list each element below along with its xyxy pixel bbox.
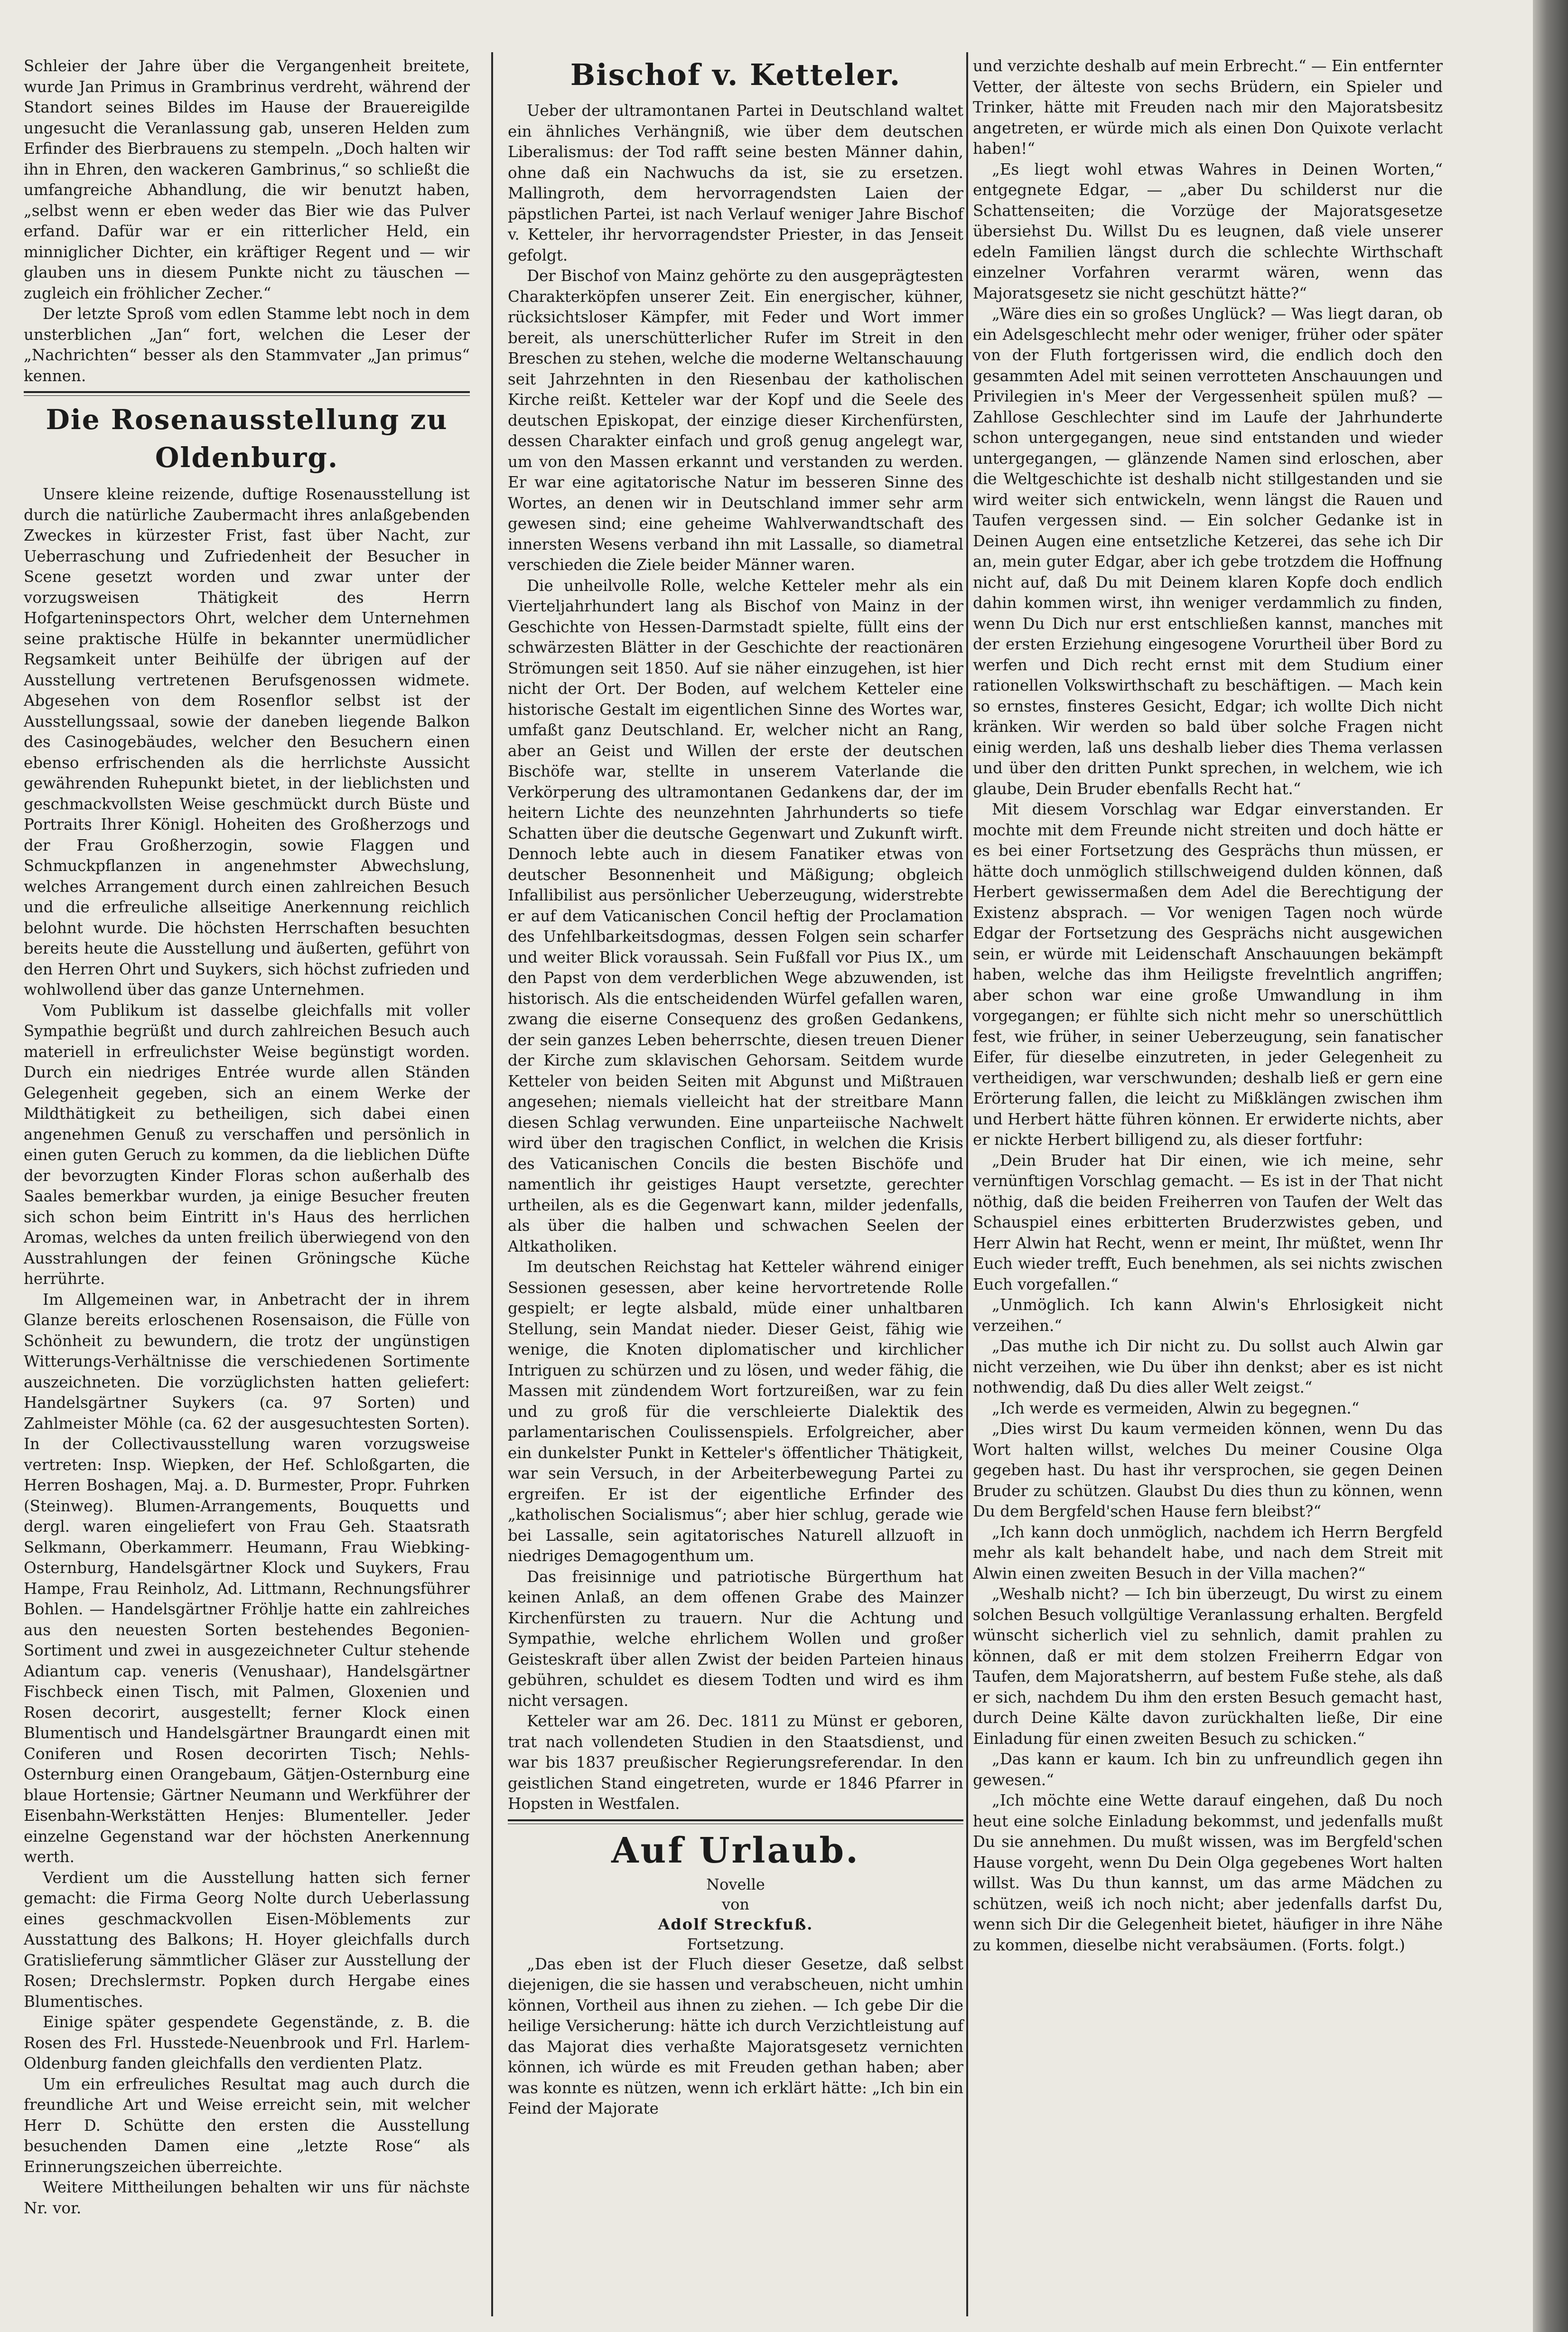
paragraph: Vom Publikum ist dasselbe gleichfalls mit voller Sympathie begrüßt und durch zahlreichen Besuch auch materiell in erfreulichster Weise begünstigt worden. Durch ein niedriges Entrée wurde allen Ständen Gelegenheit gegeben, sich an einem Werke der Mildthätigkeit zu betheiligen, sich dabei einen angenehmen Genuß zu verschaffen und persönlich in einen guten Geruch zu kommen, da die lieblichen Düfte der bevorzugten Kinder Floras schon außerhalb des Saales bemerkbar wurden, ja einige Besucher freuten sich schon beim Eintritt in's Haus des herrlichen Aromas, welches da unten freilich überwiegend von den Ausstrahlungen der feinen Gröningsche Küche herrührte. (24, 1001, 470, 1288)
paragraph: „Dein Bruder hat Dir einen, wie ich meine, sehr vernünftigen Vorschlag gemacht. — Es ist in der That nicht nöthig, daß die beiden Freiherren von Taufen der Welt das Schauspiel eines erbitterten Bruderzwistes geben, und Herr Alwin hat Recht, wenn er meint, Ihr müßtet, wenn Ihr Euch wieder trefft, Euch benehmen, als sei nichts zwischen Euch vorgefallen.“ (973, 1151, 1443, 1293)
story-byline-von: von (722, 1895, 749, 1913)
paragraph: Im Allgemeinen war, in Anbetracht der in ihrem Glanze bereits erloschenen Rosensaison, die Fülle von Schönheit zu bewundern, die trotz der ungünstigen Witterungs-Verhältnisse die verschiedenen Sortimente auszeichneten. Die vorzüglichsten hatten geliefert: Handelsgärtner Suykers (ca. 97 Sorten) und Zahlmeister Möhle (ca. 62 der ausgesuchtesten Sorten). In der Collectivausstellung waren vorzugsweise vertreten: Insp. Wiepken, der Hef. Schloßgarten, die Herren Boshagen, Maj. a. D. Burmester, Propr. Fuhrken (Steinweg). Blumen-Arrangements, Bouquetts und dergl. waren eingeliefert von Frau Geh. Staatsrath Selkmann, Oberkammerr. Heumann, Frau Wiebking-Osternburg, Handelsgärtner Klock und Suykers, Frau Hampe, Frau Reinholz, Ad. Littmann, Rechnungsführer Bohlen. — Handelsgärtner Fröhlje hatte ein zahlreiches aus den neuesten Sorten bestehendes Begonien-Sortiment und zwei in ausgezeichneter Cultur stehende Adiantum cap. veneris (Venushaar), Handelsgärtner Fischbeck einen Tisch, mit Palmen, Gloxenien und Rosen decorirt, ausgestellt; ferner Klock einen Blumentisch und Handelsgärtner Braungardt einen mit Coniferen und Rosen decorirten Tisch; Nehls-Osternburg einen Orangebaum, Gätjen-Osternburg eine blaue Hortensie; Gärtner Neumann und Werkführer der Eisenbahn-Werkstätten Henjes: Blumenteller. Jeder einzelne Gegenstand war der höchsten Anerkennung werth. (24, 1290, 470, 1866)
paragraph: „Ich möchte eine Wette darauf eingehen, daß Du noch heut eine solche Einladung bekommst, und jedenfalls mußt Du sie annehmen. Du mußt wissen, was im Bergfeld'schen Hause vorgeht, wenn Du Dein Olga gegebenes Wort halten willst. Was Du thun kannst, um das arme Mädchen zu schützen, weiß ich noch nicht; aber jedenfalls darfst Du, wenn sich Dir die Gelegenheit bietet, häufiger in ihre Nähe zu kommen, dieselbe nicht verabsäumen. (Forts. folgt.) (973, 1791, 1443, 1954)
article-title-rose-exhibition: Die Rosenausstellung zu Oldenburg. (46, 403, 448, 474)
column-rule (491, 52, 493, 2316)
paragraph: „Weshalb nicht? — Ich bin überzeugt, Du wirst zu einem solchen Besuch vollgültige Veranlassung erhalten. Bergfeld wünscht sicherlich viel zu sehnlich, damit prahlen zu können, daß er mit dem stolzen Freiherrn Edgar von Taufen, dem Majoratsherrn, auf bestem Fuße stehe, als daß er sich, nachdem Du ihm den ersten Besuch gemacht hast, durch Deine Kälte davon zurückhalten ließe, Dir eine Einladung für einen zweiten Besuch zu schicken.“ (973, 1585, 1443, 1748)
paragraph: „Es liegt wohl etwas Wahres in Deinen Worten,“ entgegnete Edgar, — „aber Du schilderst nur die Schattenseiten; die Vorzüge der Majoratsgesetze übersiehst Du. Willst Du es leugnen, daß viele unserer edeln Familien längst durch die schlechte Wirthschaft einzelner Vorfahren verarmt wären, wenn das Majoratsgesetz sie nicht geschützt hätte?“ (973, 160, 1443, 302)
paragraph: Um ein erfreuliches Resultat mag auch durch die freundliche Art und Weise erreicht sein, mit welcher Herr D. Schütte den ersten die Ausstellung besuchenden Damen eine „letzte Rose“ als Erinnerungszeichen überreichte. (24, 2075, 470, 2176)
paragraph: „Das muthe ich Dir nicht zu. Du sollst auch Alwin gar nicht verzeihen, wie Du über ihn denkst; aber es ist nicht nothwendig, daß Du dies aller Welt zeigst.“ (973, 1337, 1443, 1396)
paragraph: „Das kann er kaum. Ich bin zu unfreundlich gegen ihn gewesen.“ (973, 1750, 1443, 1789)
paragraph: Im deutschen Reichstag hat Ketteler während einiger Sessionen gesessen, aber keine hervortretende Rolle gespielt; er legte alsbald, müde einer unhaltbaren Stellung, sein Mandat nieder. Dieser Geist, fähig wie wenige, die Knoten diplomatischer und kirchlicher Intriguen zu schürzen und zu lösen, und weder fähig, die Massen mit zündendem Wort fortzureißen, war zu fein und zu groß für die verschleierte Dialektik des parlamentarischen Coulissenspiels. Erfolgreicher, aber ein dunkelster Punkt in Ketteler's öffentlicher Thätigkeit, war sein Versuch, in der Arbeiterbewegung Partei zu ergreifen. Er ist der eigentliche Erfinder des „katholischen Socialismus“; aber hier schlug, gerade wie bei Lassalle, sein agitatorisches Naturell allzuoft in niedriges Demagogenthum um. (508, 1258, 963, 1565)
story-title: Auf Urlaub. (611, 1830, 860, 1871)
column-left (24, 56, 470, 2219)
paragraph: Unsere kleine reizende, duftige Rosenausstellung ist durch die natürliche Zaubermacht ihres anlaßgebenden Zweckes in kürzester Frist, fast über Nacht, zur Ueberraschung und Zufriedenheit der Besucher in Scene gesetzt worden und zwar unter der vorzugsweisen Thätigkeit des Herrn Hofgarteninspectors Ohrt, welcher dem Unternehmen seine praktische Hülfe in bekannter unermüdlicher Regsamkeit unter Beihülfe der übrigen auf der Ausstellung vertretenen Berufsgenossen widmete. Abgesehen von dem Rosenflor selbst ist der Ausstellungssaal, sowie der daneben liegende Balkon des Casinogebäudes, welcher den Besuchern einen ebenso erfrischenden als die herrlichste Aussicht gewährenden Ruhepunkt bietet, in der lieblichsten und geschmackvollsten Weise geschmückt durch Büste und Portraits Ihrer Königl. Hoheiten des Großherzogs und der Frau Großherzogin, sowie Flaggen und Schmuckpflanzen in angenehmster Abwechslung, welches Arrangement durch einen zahlreichen Besuch und die erfreuliche allseitige Anerkennung reichlich belohnt wurde. Die höchsten Herrschaften besuchten bereits heute die Ausstellung und äußerten, geführt von den Herren Ohrt und Suykers, sich höchst zufrieden und wohlwollend über das ganze Unternehmen. (24, 485, 470, 999)
paragraph: Mit diesem Vorschlag war Edgar einverstanden. Er mochte mit dem Freunde nicht streiten und doch hätte er es bei einer Fortsetzung des Gesprächs thun müssen, er hätte doch unmöglich stillschweigend dulden können, daß Herbert gewissermaßen dem Adel die Berechtigung der Existenz absprach. — Vor wenigen Tagen noch würde Edgar der Fortsetzung des Gesprächs nicht ausgewichen sein, er würde mit Leidenschaft Anschauungen bekämpft haben, welche das ihm Heiligste frevelntlich angriffen; aber schon war eine große Umwandlung in ihm vorgegangen; er fühlte sich nicht mehr so unerschüttlich fest, wie früher, in seiner Ueberzeugung, sein fanatischer Eifer, für dieselbe einzutreten, in jeder Gelegenheit zu vertheidigen, war verschwunden; deshalb ließ er gern eine Erörterung fallen, die leicht zu Mißklängen zwischen ihm und Herbert hätte führen können. Er erwiderte nichts, aber er nickte Herbert billigend zu, als dieser fortfuhr: (973, 800, 1443, 1149)
story-genre: Novelle (706, 1875, 765, 1893)
paragraph: Das freisinnige und patriotische Bürgerthum hat keinen Anlaß, an dem offenen Grabe des Mainzer Kirchenfürsten zu trauern. Nur die Achtung und Sympathie, welche ehrlichem Wollen und großer Geisteskraft über allen Zwist der beiden Parteien hinaus gebühren, schuldet es diesem Todten und wird es ihm nicht versagen. (508, 1567, 963, 1710)
column-middle (508, 56, 963, 2119)
section-divider (508, 1819, 963, 1824)
story-author: Adolf Streckfuß. (658, 1915, 813, 1933)
paragraph: „Wäre dies ein so großes Unglück? — Was liegt daran, ob ein Adelsgeschlecht mehr oder weniger, früher oder später von der Fluth fortgerissen wird, die endlich doch den gesammten Adel mit seinen verrotteten Anschauungen und Privilegien in's Meer der Vergessenheit spülen muß? — Zahllose Geschlechter sind im Laufe der Jahrhunderte schon untergegangen, neue sind entstanden und wieder untergegangen, — glänzende Namen sind erloschen, aber die Weltgeschichte ist deshalb nicht stillgestanden und sie wird weiter sich entwickeln, wenn längst die Rauen und Taufen vergessen sind. — Ein solcher Gedanke ist in Deinen Augen eine entsetzliche Ketzerei, das sehe ich Dir an, mein guter Edgar, aber ich gebe trotzdem die Hoffnung nicht auf, daß Du mit Deinem klaren Kopfe doch endlich dahin kommen wirst, ihn weniger verdammlich zu finden, wenn Du Dich nur erst entschließen kannst, manches mit der ersten Erziehung eingesogene Vorurtheil über Bord zu werfen und Dich recht ernst mit dem Studium einer rationellen Volkswirthschaft zu beschäftigen. — Mach kein so ernstes, finsteres Gesicht, Edgar; ich wollte Dich nicht kränken. Wir werden so bald über solche Fragen nicht einig werden, laß uns deshalb lieber dies Thema verlassen und über den dritten Punkt sprechen, in welchem, wie ich glaube, Dein Bruder ebenfalls Recht hat.“ (973, 305, 1443, 798)
paragraph: Schleier der Jahre über die Vergangenheit breitete, wurde Jan Primus in Grambrinus verdreht, während der Standort seines Bildes im Hause der Brauereigilde ungesucht die Veranlassung gab, unseren Helden zum Erfinder des Bierbrauens zu stempeln. „Doch halten wir ihn in Ehren, den wackeren Gambrinus,“ so schließt die umfangreiche Abhandlung, die wir benutzt haben, „selbst wenn er eben weder das Bier wie das Pulver erfand. Dafür war er ein ritterlicher Held, ein minniglicher Dichter, ein kräftiger Regent und — wir glauben uns in diesem Punkte nicht zu täuschen — zugleich ein fröhlicher Zecher.“ (24, 57, 470, 302)
paragraph: Der Bischof von Mainz gehörte zu den ausgeprägtesten Charakterköpfen unserer Zeit. Ein energischer, kühner, rücksichtsloser Kämpfer, mit Feder und Wort immer bereit, als unerschütterlicher Rufer im Streit in den Breschen zu stehen, welche die moderne Weltanschauung seit Jahrzehnten in den Riesenbau der katholischen Kirche reißt. Ketteler war der Kopf und die Seele des deutschen Episkopat, der einzige dieser Kirchenfürsten, dessen Charakter einfach und groß genug angelegt war, um von den Massen erkannt und verstanden zu werden. Er war eine agitatorische Natur im besseren Sinne des Wortes, an denen wir in Deutschland immer sehr arm gewesen sind; eine geheime Wahlverwandtschaft des innersten Wesens verband ihn mit Lassalle, so diametral verschieden die Ziele beider Männer waren. (508, 267, 963, 574)
paragraph: Ketteler war am 26. Dec. 1811 zu Münst er geboren, trat nach vollendeten Studien in den Staatsdienst, und war bis 1837 preußischer Regierungsreferendar. In den geistlichen Stand eingetreten, wurde er 1846 Pfarrer in Hopsten in Westfalen. (508, 1712, 963, 1813)
paragraph: Ueber der ultramontanen Partei in Deutschland waltet ein ähnliches Verhängniß, wie über dem deutschen Liberalismus: der Tod rafft seine besten Männer dahin, ohne daß ein Nachwuchs da ist, sie zu ersetzen. Mallingroth, dem hervorragendsten Laien der päpstlichen Partei, ist nach Verlauf weniger Jahre Bischof v. Ketteler, ihr hervorragendster Priester, in das Jenseit gefolgt. (508, 102, 963, 264)
paragraph: Einige später gespendete Gegenstände, z. B. die Rosen des Frl. Husstede-Neuenbrook und Frl. Harlem-Oldenburg fanden gleichfalls den verdienten Platz. (24, 2013, 470, 2072)
paragraph: „Das eben ist der Fluch dieser Gesetze, daß selbst diejenigen, die sie hassen und verabscheuen, nicht umhin können, Vortheil aus ihnen zu ziehen. — Ich gebe Dir die heilige Versicherung: hätte ich durch Verzichtleistung auf das Majorat dies verhaßte Majoratsgesetz vernichten können, ich würde es mit Freuden gethan haben; aber was konnte es nützen, wenn ich erklärt hätte: „Ich bin ein Feind der Majorate (508, 1955, 963, 2117)
article-title-ketteler: Bischof v. Ketteler. (570, 57, 901, 92)
column-rule (966, 52, 968, 2316)
paragraph: „Ich kann doch unmöglich, nachdem ich Herrn Bergfeld mehr als kalt behandelt habe, und nach dem Streit mit Alwin einen zweiten Besuch in der Villa machen?“ (973, 1523, 1443, 1583)
page-edge-shadow (1533, 0, 1568, 2332)
paragraph: Der letzte Sproß vom edlen Stamme lebt noch in dem unsterblichen „Jan“ fort, welchen die Leser der „Nachrichten“ besser als den Stammvater „Jan primus“ kennen. (24, 305, 470, 385)
story-continuation: Fortsetzung. (687, 1935, 784, 1953)
paragraph: „Ich werde es vermeiden, Alwin zu begegnen.“ (992, 1399, 1360, 1417)
paragraph: Die unheilvolle Rolle, welche Ketteler mehr als ein Vierteljahrhundert lang als Bischof von Mainz in der Geschichte von Hessen-Darmstadt spielte, füllt eins der schwärzesten Blätter in der Geschichte der reactionären Strömungen seit 1850. Auf sie näher einzugehen, ist hier nicht der Ort. Der Boden, auf welchem Ketteler eine historische Gestalt im eigentlichen Sinne des Wortes war, umfaßt ganz Deutschland. Er, welcher nicht an Rang, aber an Geist und Willen der erste der deutschen Bischöfe war, stellte in unserem Vaterlande die Verkörperung des ultramontanen Gedankens dar, der im heitern Lichte des neunzehnten Jahrhunderts so tiefe Schatten über die deutsche Gegenwart und Zukunft wirft. Dennoch lebte auch in diesem Fanatiker etwas von deutscher Besonnenheit und Mäßigung; obgleich Infallibilist aus persönlicher Ueberzeugung, widerstrebte er auf dem Vaticanischen Concil heftig der Proclamation des Unfehlbarkeitsdogmas, dessen Folgen sein scharfer und weiter Blick voraussah. Sein Fußfall vor Pius IX., um den Papst von dem verderblichen Wege abzuwenden, ist historisch. Als die entscheidenden Würfel gefallen waren, zwang die eiserne Consequenz des großen Gedankens, der sein ganzes Leben beherrschte, diesen treuen Diener der Kirche zum sklavischen Gehorsam. Seitdem wurde Ketteler von beiden Seiten mit Abgunst und Mißtrauen angesehen; niemals vielleicht hat der streitbare Mann diesen Schlag verwunden. Eine unparteiische Nachwelt wird über den tragischen Conflict, in welchen die Krisis des Vaticanischen Concils die besten Bischöfe und namentlich ihr geistiges Haupt versetzte, gerechter urtheilen, als es die Gegenwart kann, milder jedenfalls, als über die halben und schwachen Seelen der Altkatholiken. (508, 576, 963, 1255)
paragraph: Weitere Mittheilungen behalten wir uns für nächste Nr. vor. (24, 2178, 470, 2217)
column-right (973, 56, 1443, 1956)
section-divider (24, 391, 470, 396)
paragraph: Verdient um die Ausstellung hatten sich ferner gemacht: die Firma Georg Nolte durch Ueberlassung eines geschmackvollen Eisen-Möblements zur Ausstattung des Balkons; H. Hoyer gleichfalls durch Gratislieferung sämmtlicher Gläser zur Ausstellung der Rosen; Drechslermstr. Popken durch Hergabe eines Blumentisches. (24, 1868, 470, 2011)
paragraph: und verzichte deshalb auf mein Erbrecht.“ — Ein entfernter Vetter, der älteste von sechs Brüdern, ein Spieler und Trinker, hätte mit Freuden nach mir den Majoratsbesitz angetreten, er würde mich als einen Don Quixote verlacht haben!“ (973, 57, 1443, 158)
paragraph: „Unmöglich. Ich kann Alwin's Ehrlosigkeit nicht verzeihen.“ (973, 1296, 1443, 1335)
paragraph: „Dies wirst Du kaum vermeiden können, wenn Du das Wort halten willst, welches Du meiner Cousine Olga gegeben hast. Du hast ihr versprochen, sie gegen Deinen Bruder zu schützen. Glaubst Du dies thun zu können, wenn Du dem Bergfeld'schen Hause fern bleibst?“ (973, 1420, 1443, 1520)
